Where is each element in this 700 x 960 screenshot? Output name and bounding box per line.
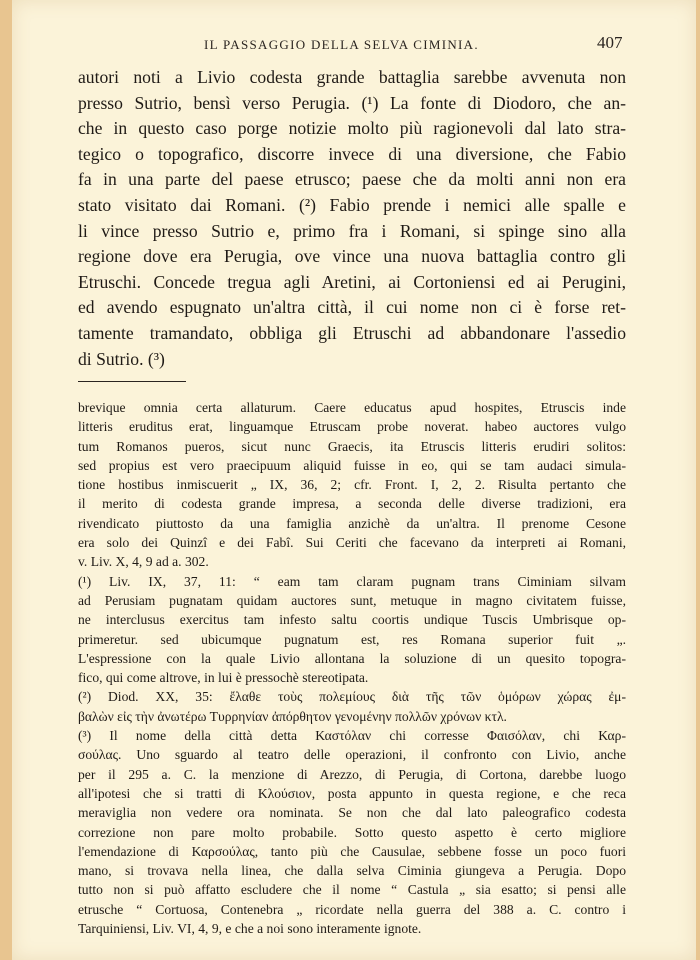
footnote-line: βαλὼν εἰς τὴν ἀνωτέρω Τυρρηνίαν ἀπόρθητον γενομένην πολλῶν χρόνων κτλ. [78,708,507,724]
body-line: che in questo caso porge notizie molto più ragionevoli dal lato stra- [78,118,626,139]
footnote-line: fico, qui come altrove, in lui è pressochè stereotipata. [78,670,369,686]
footnote-line: ad Perusiam pugnatam quidam auctores sunt, metuque in magno civitatem fuisse, [78,592,626,608]
body-line: tamente tramandato, obbliga gli Etruschi ad abbandonare l'assedio [78,322,626,343]
running-title: IL PASSAGGIO DELLA SELVA CIMINIA. [204,37,479,52]
footnote-separator [78,381,186,382]
body-line: stato visitato dai Romani. (²) Fabio prende i nemici alle spalle e [78,194,626,215]
running-header [12,33,696,57]
book-page [12,0,696,960]
footnote-line: etrusche “ Cortuosa, Contenebra „ ricordate nella guerra del 388 a. C. contro i [78,901,626,917]
body-line: li vince presso Sutrio e, primo fra i Romani, si spinge sino alla [78,220,626,241]
footnote-line: mano, si trovava nella linea, che dalla selva Ciminia giungeva a Perugia. Dopo [78,863,626,879]
footnote-line: σούλας. Uno sguardo al teatro delle operazioni, il confronto con Livio, anche [78,747,626,763]
body-line: Etruschi. Concede tregua agli Aretini, ai Cortoniensi ed ai Perugini, [78,271,626,292]
footnote-line: (²) Diod. XX, 35: ἔλαθε τοὺς πολεμίους διὰ τῆς τῶν ὁμόρων χώρας ἐμ- [78,689,626,705]
footnote-line: correzione non pare molto probabile. Sotto questo aspetto è certo migliore [78,824,626,840]
footnote-line: tutto non si può affatto escludere che il nome “ Castula „ sia esatto; si pensi alle [78,882,626,898]
page-number: 407 [597,33,623,52]
body-line: ed avendo espugnato un'altra città, il cui nome non ci è forse ret- [78,297,626,318]
body-line: regione dove era Perugia, ove vince una nuova battaglia contro gli [78,246,626,267]
footnote-line: L'espressione con la quale Livio allontana la soluzione di un quesito topogra- [78,650,626,666]
footnote-line: litteris eruditus erat, linguamque Etruscam probe noverat. habeo auctores vulgo [78,419,626,435]
footnote-line: per il 295 a. C. la menzione di Arezzo, di Perugia, di Cortona, darebbe luogo [78,766,626,782]
body-line: di Sutrio. (³) [78,348,165,369]
footnote-line: era solo dei Quinzî e dei Fabî. Sui Ceriti che facevano da interpreti ai Romani, [78,535,626,551]
body-line: fa in una parte del paese etrusco; paese che da molti anni non era [78,169,626,190]
footnote-line: (³) Il nome della città detta Καστόλαν chi corresse Φαισόλαν, chi Καρ- [78,728,626,744]
footnote-line: rivendicato piuttosto da una famiglia anzichè da un'altra. Il prenome Cesone [78,515,626,531]
body-line: presso Sutrio, bensì verso Perugia. (¹) La fonte di Diodoro, che an- [78,92,626,113]
footnote-line: tione hostibus inmiscuerit „ IX, 36, 2; cfr. Front. I, 2, 2. Risulta pertanto che [78,477,626,493]
body-line: autori noti a Livio codesta grande battaglia sarebbe avvenuta non [78,67,626,87]
footnote-line: tum Romanos pueros, sicut nunc Graecis, ita Etruscis litteris erudiri solitos: [78,438,626,454]
footnote-line: (¹) Liv. IX, 37, 11: “ eam tam claram pugnam trans Ciminiam silvam [78,573,626,589]
footnote-line: meraviglia non vedere ora nominata. Se non che dal lato paleografico codesta [78,805,626,821]
footnote-line: Tarquiniensi, Liv. VI, 4, 9, e che a noi sono interamente ignote. [78,921,422,937]
footnote-line: primeretur. sed ubicumque pugnatum est, res Romana superior fuit „. [78,631,626,647]
footnote-line: all'ipotesi che si tratti di Κλούσιον, posta appunto in questa regione, e che reca [78,785,626,801]
footnote-line: sed propius est vero praecipuum aliquid fuisse in eo, qui se tam audaci simula- [78,457,626,473]
body-text [78,65,626,372]
footnote-line: ne interclusus exercitus tam infesto saltu coortis undique Tuscis Umbrisque op- [78,612,626,628]
footnote-line: l'emendazione di Καρσούλας, tanto più che Causulae, sebbene fosse un poco fuori [78,843,626,859]
footnote-line: v. Liv. X, 4, 9 ad a. 302. [78,554,209,570]
footnote-line: il merito di codesta grande impresa, a seconda delle diverse tradizioni, era [78,496,626,512]
footnote-line: brevique omnia certa allaturum. Caere educatus apud hospites, Etruscis inde [78,400,626,415]
footnotes [78,398,626,938]
body-line: tegico o topografico, discorre invece di una diversione, che Fabio [78,143,626,164]
